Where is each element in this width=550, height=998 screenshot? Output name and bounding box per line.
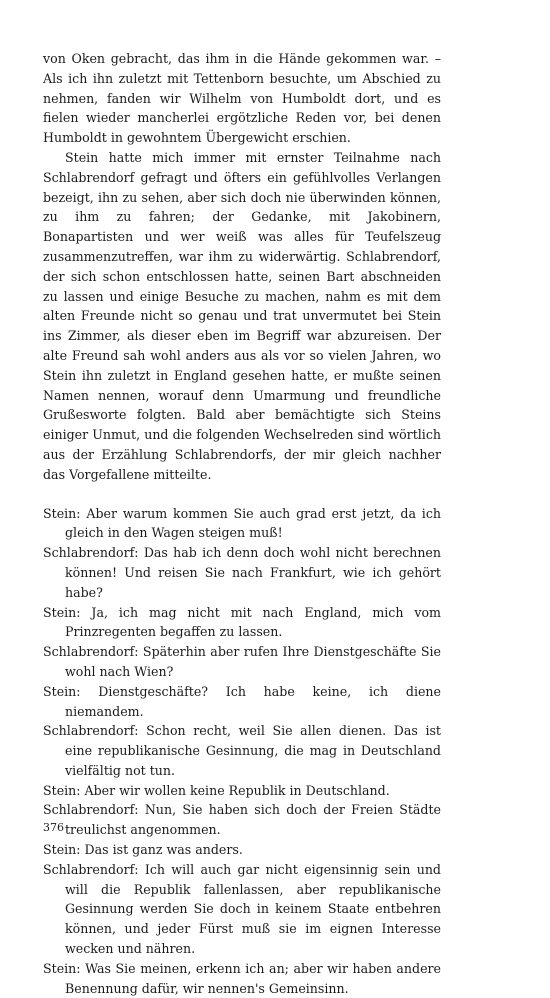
dialogue-line: Stein: Aber warum kommen Sie auch grad erst jetzt, da ich gleich in den Wagen steigen muß! (43, 505, 441, 541)
paragraph-2: Stein hatte mich immer mit ernster Teilnahme nach Schlabrendorf gefragt und öfters ein gefühlvolles Verlangen bezeigt, ihn zu sehen, aber sich doch nie überwinden können, zu ihm zu fahren; der Gedanke, mit Jakobinern, Bonapartisten und wer weiß was alles für Teufelszeug zusammenzutreffen, war ihm zu widerwärtig. Schlabrendorf, der sich schon entschlossen hatte, seinen Bart abschneiden zu lassen und einige Besuche zu machen, nahm es mit dem alten Freunde nicht so genau und trat unvermutet bei Stein ins Zimmer, als dieser eben im Begriff war abzureisen. Der alte Freund sah wohl anders aus als vor so vielen Jahren, wo Stein ihn zuletzt in England gesehen hatte, er mußte seinen Namen nennen, worauf denn Umarmung und freundliche Grußesworte folgten. Bald aber bemächtigte sich Steins einiger Unmut, und die folgenden Wechselreden sind wörtlich aus der Erzählung Schlabrendorfs, der mir gleich nachher das Vorgefallene mitteilte. (43, 149, 441, 482)
dialogue-section (43, 504, 441, 998)
dialogue-line: Schlabrendorf: Nun, Sie haben sich doch der Freien Städte treulichst angenommen. (43, 802, 441, 838)
dialogue-line: Schlabrendorf: Späterhin aber rufen Ihre Dienstgeschäfte Sie wohl nach Wien? (43, 644, 441, 679)
dialogue-line: Schlabrendorf: Das hab ich denn doch wohl nicht berechnen können! Und reisen Sie nach Frankfurt, wie ich gehört habe? (43, 545, 441, 600)
dialogue-line: Schlabrendorf: Ich will auch gar nicht eigensinnig sein und will die Republik fallenlassen, aber republikanische Gesinnung werden Sie doch in keinem Staate entbehren können, und jeder Fürst muß sie im eignen Interesse wecken und nähren. (43, 861, 441, 957)
book-page (43, 49, 441, 998)
dialogue-line: Stein: Dienstgeschäfte? Ich habe keine, ich diene niemandem. (43, 683, 441, 719)
dialogue-line: Stein: Was Sie meinen, erkenn ich an; aber wir haben andere Benennung dafür, wir nennen's Gemeinsinn. (43, 960, 441, 996)
dialogue-line: Stein: Ja, ich mag nicht mit nach England, mich vom Prinzregenten begaffen zu lassen. (43, 604, 441, 640)
dialogue-line: Schlabrendorf: Schon recht, weil Sie allen dienen. Das ist eine republikanische Gesinnung, die mag in Deutschland vielfältig not tun. (43, 723, 441, 778)
paragraph-1: von Oken gebracht, das ihm in die Hände gekommen war. – Als ich ihn zuletzt mit Tettenborn besuchte, um Abschied zu nehmen, fanden wir Wilhelm von Humboldt dort, und es fielen wieder mancherlei ergötzliche Reden vor, bei denen Humboldt in gewohntem Übergewicht erschien. (43, 51, 441, 146)
dialogue-line: Stein: Das ist ganz was anders. (43, 842, 243, 858)
dialogue-line: Stein: Aber wir wollen keine Republik in Deutschland. (43, 782, 390, 798)
page-number: 376 (43, 821, 64, 834)
